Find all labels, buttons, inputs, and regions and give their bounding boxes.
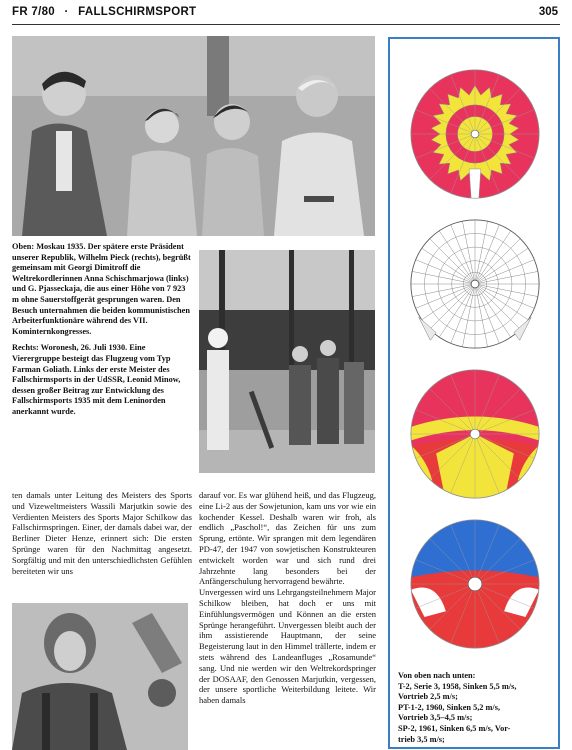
- photo-parachutist-helmet: [12, 603, 188, 750]
- photo-moskau-1935: [12, 36, 375, 236]
- body-paragraph-left: ten damals unter Leitung des Meisters des Sports und Vizeweltmeisters Wassili Marjutkin sowie des Verdienten Meisters des Sports Major Schilkow das Fallschirmspringen. Einer, der damals dabei war, der Berliner Dieter Henze, erinnert sich: Die ersten Sprünge waren für den Nachmittag angesetzt. Sorgfältig und mit den unterschiedlichsten Gefühlen bereiteten wir uns: [12, 490, 192, 576]
- parachute-blue-red: [398, 516, 552, 652]
- parachute-pt1-2: [398, 216, 552, 352]
- header-rule: [12, 24, 560, 25]
- body-column-left: [12, 490, 192, 576]
- parachute-sidebar: [388, 37, 560, 749]
- page-header: [12, 6, 562, 26]
- body-paragraph-right-2: Unvergessen wird uns Lehrgangsteilnehmern Major Schilkow bleiben, hat doch er uns mit Einfühlungsvermögen und Können an die ersten Sprünge herangeführt. Unvergessen bleibt auch der ihm assistierende Hauptmann, der seine Begeisterung laut in den Himmel trällerte, indem er stets während des Landeanfluges „Rosamunde“ sang. Und nie werden wir den Weltrekordspringer der DOSAAF, den Genossen Marjutkin, vergessen, der unsere sportliche Weiterbildung leitete. Wir haben damals: [199, 587, 376, 706]
- photo-parachutist-helmet-drawing: [12, 603, 188, 750]
- photo-woronesh-1930: [199, 250, 375, 473]
- parachute-canopy-white-icon: [398, 216, 552, 352]
- caption-block: [12, 242, 192, 424]
- sidebar-caption-line: PT-1-2, 1960, Sinken 5,2 m/s,: [398, 702, 501, 712]
- section-title: FALLSCHIRMSPORT: [78, 6, 197, 18]
- sidebar-caption-line: trieb 3,5 m/s;: [398, 734, 445, 744]
- page-number: 305: [538, 6, 558, 18]
- caption-top-photo: Oben: Moskau 1935. Der spätere erste Präsident unserer Republik, Wilhelm Pieck (rechts), begrüßt gemeinsam mit Georgi Dimitroff die Weltrekordlerinnen Anna Schischmarjowa (links) und G. Pjasseckaja, die aus einer Höhe von 7 923 m ohne Sauerstoffgerät gesprungen waren. Den Besuch unternahmen die beiden kommunistischen Arbeiterfunktionäre während des VII. Kominternkongresses.: [12, 242, 191, 336]
- header-separator: ·: [64, 6, 69, 18]
- sidebar-caption-line: SP-2, 1961, Sinken 6,5 m/s, Vor-: [398, 723, 511, 733]
- sidebar-caption-line: Vortrieb 2,5 m/s;: [398, 692, 458, 702]
- sidebar-caption-line: T-2, Serie 3, 1958, Sinken 5,5 m/s,: [398, 681, 517, 691]
- sidebar-caption-title: Von oben nach unten:: [398, 671, 476, 680]
- header-issue: [12, 6, 196, 18]
- body-column-right: [199, 490, 376, 706]
- parachute-canopy-blue-red-icon: [398, 516, 552, 652]
- body-paragraph-right-1: darauf vor. Es war glühend heiß, und das Flugzeug, eine Li-2 aus der Sowjetunion, kam uns vor wie ein kochender Kessel. Deshalb waren wir froh, als endlich „Paschol!“, das Zeichen für uns zum Sprung, ertönte. Wir sprangen mit dem legendären PD-47, der 1947 von sowjetischen Konstrukteuren entwickelt worden war und sich rund drei Jahrzehnte lang besonders bei der Anfängerschulung hervorragend bewährte.: [199, 490, 376, 587]
- sidebar-caption: [398, 671, 556, 745]
- photo-woronesh-1930-drawing: [199, 250, 375, 473]
- parachute-canopy-pink-yellow-red-icon: [398, 366, 552, 502]
- photo-moskau-1935-drawing: [12, 36, 375, 236]
- parachute-t2: [398, 66, 552, 202]
- issue-label: FR 7/80: [12, 6, 56, 18]
- parachute-sp2: [398, 366, 552, 502]
- sidebar-caption-line: Vortrieb 3,5–4,5 m/s;: [398, 713, 473, 723]
- caption-right-photo: Rechts: Woronesh, 26. Juli 1930. Eine Vierergruppe besteigt das Flugzeug vom Typ Farman Goliath. Links der erste Meister des Fallschirmsports in der UdSSR, Leonid Minow, dessen großer Beitrag zur Entwicklung des Fallschirmsports 1935 mit dem Leninorden anerkannt wurde.: [12, 343, 181, 416]
- parachute-canopy-pink-yellow-icon: [398, 66, 552, 202]
